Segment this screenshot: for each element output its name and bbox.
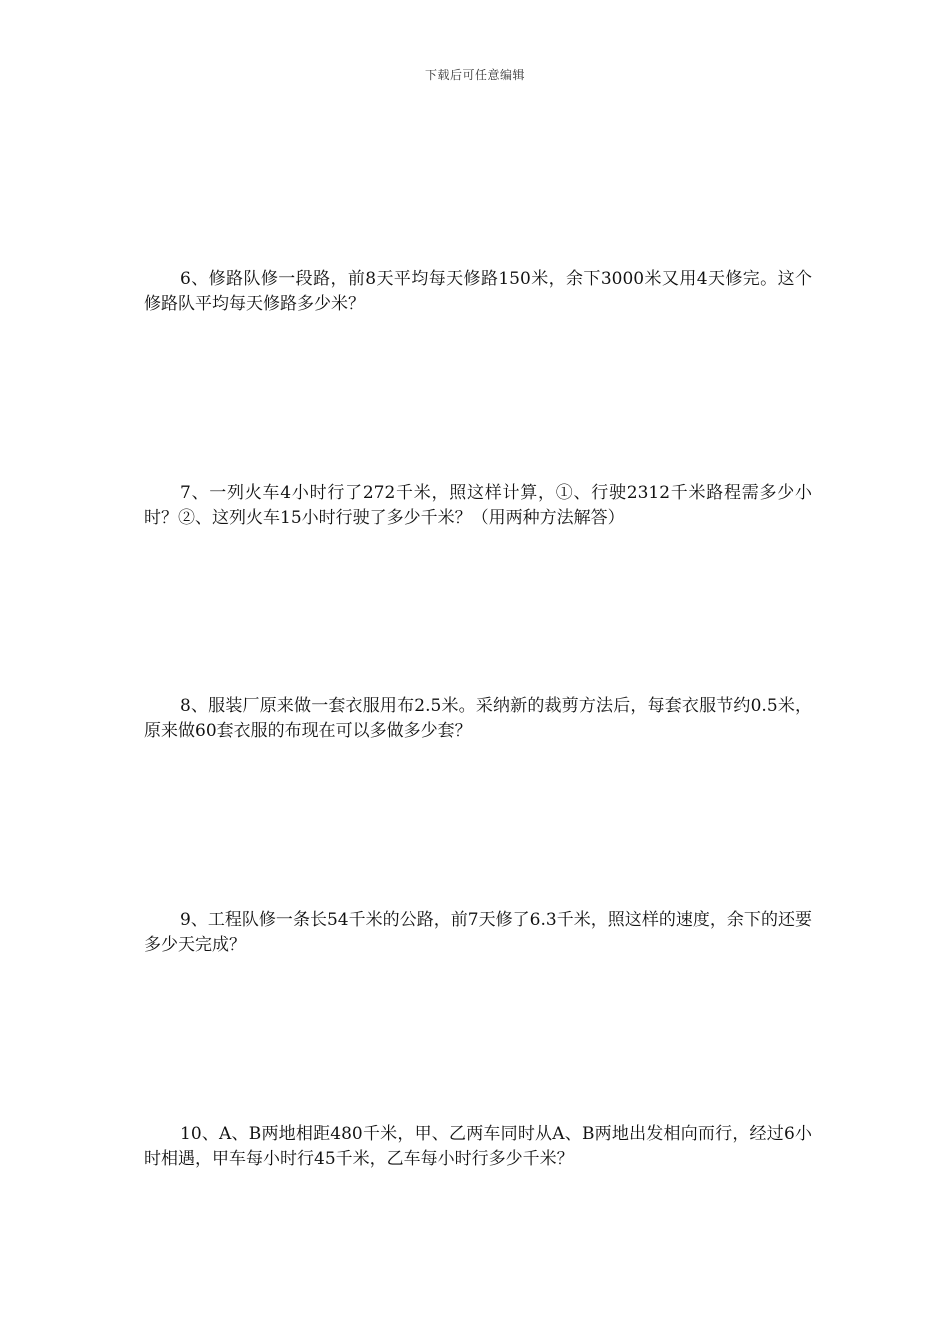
- problem-6: 6、修路队修一段路，前8天平均每天修路150米，余下3000米又用4天修完。这个修路队平均每天修路多少米？: [144, 269, 812, 314]
- problem-9: 9、工程队修一条长54千米的公路，前7天修了6.3千米，照这样的速度，余下的还要多少天完成？: [144, 910, 812, 955]
- problem-8: 8、服装厂原来做一套衣服用布2.5米。采纳新的裁剪方法后，每套衣服节约0.5米，原来做60套衣服的布现在可以多做多少套？: [144, 696, 812, 741]
- page-header: 下载后可任意编辑: [424, 68, 525, 82]
- problem-10: 10、A、B两地相距480千米，甲、乙两车同时从A、B两地出发相向而行，经过6小时相遇，甲车每小时行45千米，乙车每小时行多少千米？: [144, 1124, 812, 1169]
- problem-7: 7、一列火车4小时行了272千米，照这样计算，①、行驶2312千米路程需多少小时？②、这列火车15小时行驶了多少千米？（用两种方法解答）: [144, 483, 812, 528]
